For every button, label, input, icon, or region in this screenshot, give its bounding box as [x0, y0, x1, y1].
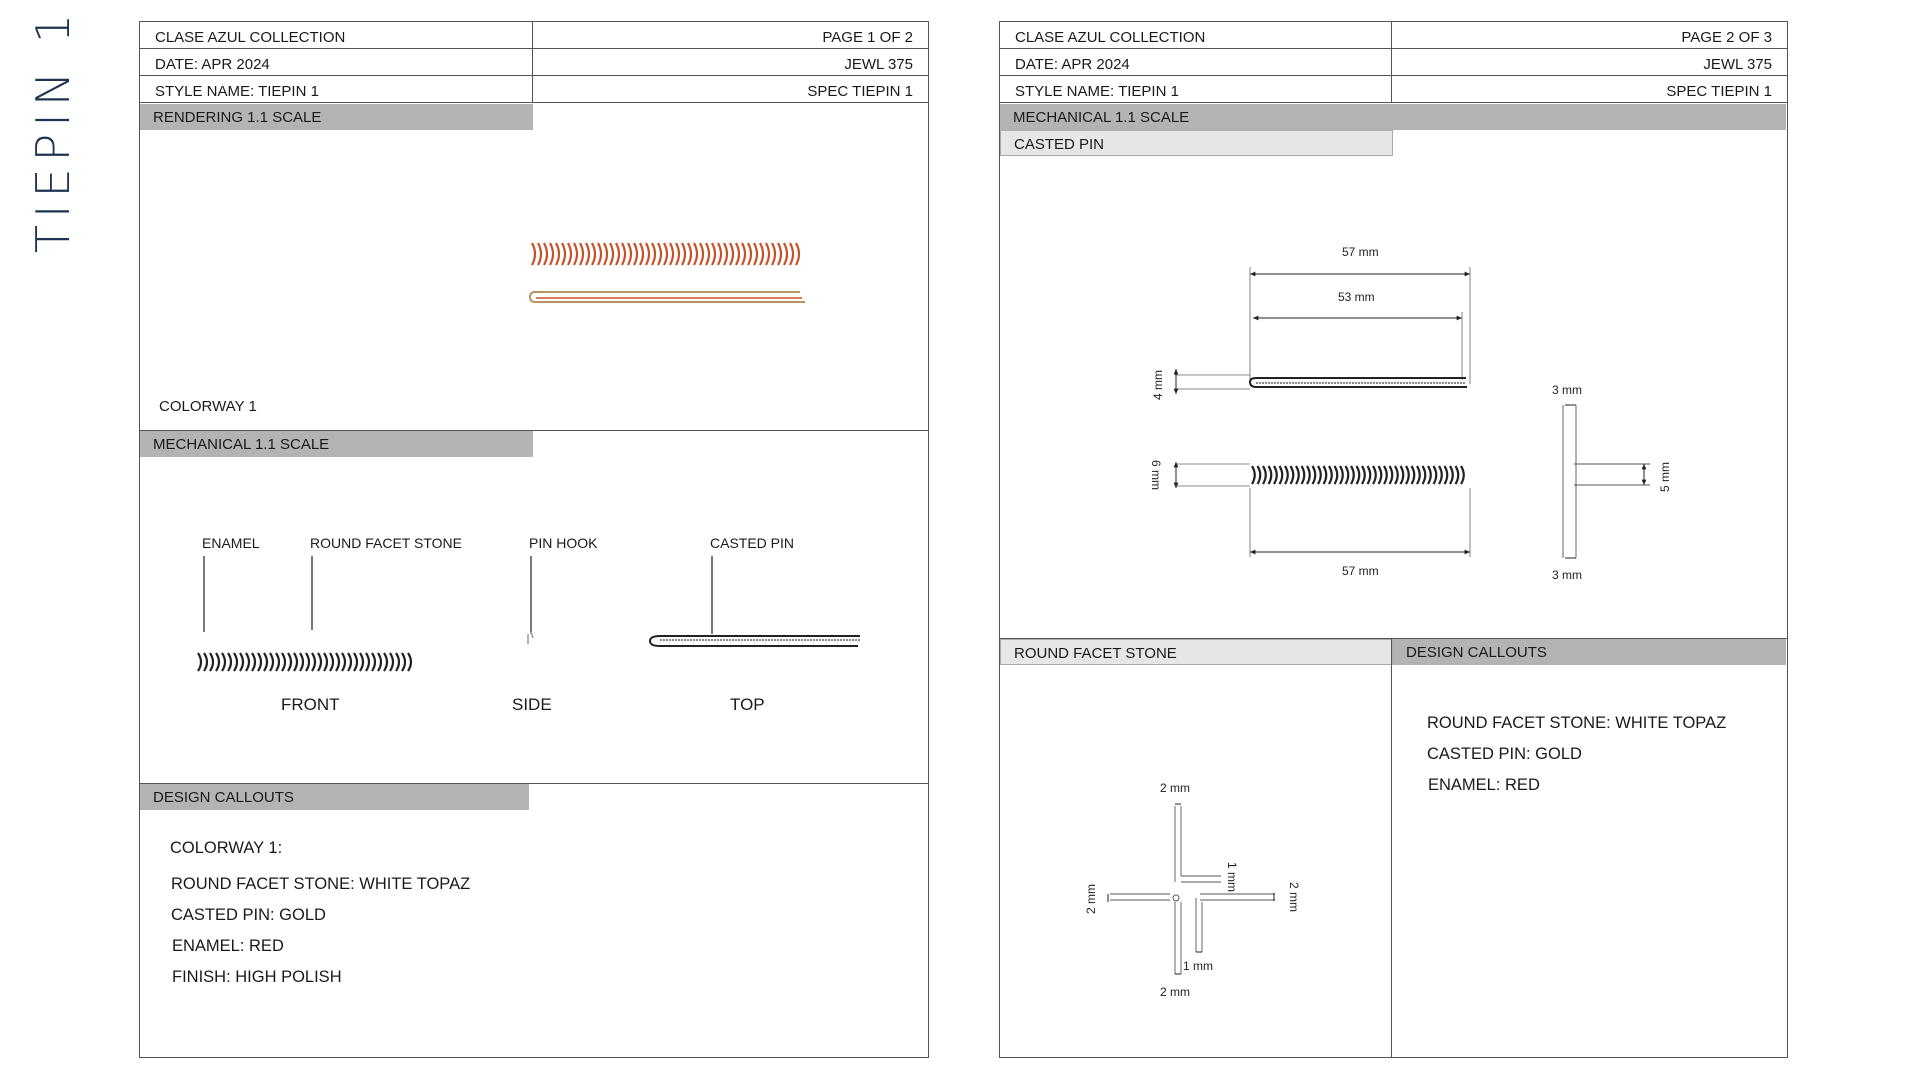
label-pin-hook: PIN HOOK [529, 535, 598, 551]
stone-dim-right: 2 mm [1287, 882, 1301, 912]
dim-side-height: 5 mm [1658, 462, 1672, 492]
label-round-facet-stone: ROUND FACET STONE [310, 535, 462, 551]
side-title [26, 6, 80, 254]
collection-name: CLASE AZUL COLLECTION [1015, 29, 1206, 46]
stone-center [1173, 895, 1179, 901]
callouts-heading: COLORWAY 1: [170, 839, 283, 857]
header-row-date [1000, 49, 1787, 76]
mechanical-band: MECHANICAL 1.1 SCALE [140, 431, 533, 457]
dim-side-bottom: 3 mm [1552, 568, 1582, 582]
view-label-top: TOP [730, 695, 765, 714]
label-enamel: ENAMEL [202, 535, 260, 551]
collection-name: CLASE AZUL COLLECTION [155, 29, 346, 46]
callouts-band: DESIGN CALLOUTS [1393, 639, 1786, 665]
header-row-style [140, 76, 928, 103]
style-name: STYLE NAME: TIEPIN 1 [1015, 83, 1179, 100]
date-label: DATE: APR 2024 [155, 56, 270, 73]
label-casted-pin: CASTED PIN [710, 535, 795, 551]
spec-page-1 [139, 21, 929, 1058]
dim-overall: 57 mm [1342, 245, 1379, 259]
dim-inner: 53 mm [1338, 290, 1375, 304]
casted-pin-dimension-drawing [1000, 162, 1789, 582]
header-divider [1391, 22, 1392, 103]
spec-page-2 [999, 21, 1788, 1058]
dim-side-top: 3 mm [1552, 383, 1582, 397]
callouts-band: DESIGN CALLOUTS [140, 784, 529, 810]
casted-pin-band: CASTED PIN [1000, 130, 1393, 156]
dim-front-length: 57 mm [1342, 564, 1379, 578]
stone-band: ROUND FACET STONE [1000, 639, 1393, 665]
view-label-side: SIDE [512, 695, 552, 714]
header-divider [532, 22, 533, 103]
rendered-side-pin [530, 292, 805, 302]
callout-pin: CASTED PIN: GOLD [1427, 745, 1582, 763]
dim-height: 4 mm [1151, 370, 1165, 400]
stone-dim-bottom: 2 mm [1160, 985, 1190, 999]
view-label-front: FRONT [281, 695, 340, 714]
stone-dim-right-small: 1 mm [1225, 862, 1239, 892]
mechanical-drawing-page1 [140, 552, 930, 662]
stone-dim-top: 2 mm [1160, 781, 1190, 795]
callout-stone: ROUND FACET STONE: WHITE TOPAZ [1427, 714, 1727, 732]
page-number: PAGE 1 OF 2 [822, 29, 913, 46]
rendering-band: RENDERING 1.1 SCALE [140, 104, 533, 130]
stone-dim-bottom-small: 1 mm [1183, 959, 1213, 973]
pin-front-view [1252, 466, 1464, 484]
header-row-collection [140, 22, 928, 49]
front-view-drawing [198, 653, 411, 671]
stone-dim-left: 2 mm [1084, 884, 1098, 914]
top-view-drawing [650, 636, 860, 646]
style-name: STYLE NAME: TIEPIN 1 [155, 83, 319, 100]
page-number: PAGE 2 OF 3 [1681, 29, 1772, 46]
callout-enamel: ENAMEL: RED [1428, 776, 1540, 794]
jewel-code: JEWL 375 [1703, 56, 1772, 73]
tiepin-rendering [380, 212, 680, 332]
callout-finish: FINISH: HIGH POLISH [172, 968, 342, 986]
pin-end-view [1552, 383, 1672, 582]
spec-name: SPEC TIEPIN 1 [1666, 83, 1772, 100]
header-row-date [140, 49, 928, 76]
round-facet-stone-drawing [1000, 662, 1390, 1042]
colorway-label: COLORWAY 1 [159, 398, 257, 415]
callout-enamel: ENAMEL: RED [172, 937, 284, 955]
mechanical-band: MECHANICAL 1.1 SCALE [1000, 104, 1786, 130]
callout-stone: ROUND FACET STONE: WHITE TOPAZ [171, 875, 471, 893]
header-row-style [1000, 76, 1787, 103]
side-title-text: TIEPIN 1 [26, 6, 80, 254]
jewel-code: JEWL 375 [844, 56, 913, 73]
date-label: DATE: APR 2024 [1015, 56, 1130, 73]
callout-pin: CASTED PIN: GOLD [171, 906, 326, 924]
rendered-front-enamel [532, 243, 799, 265]
dim-front-height: 6 mm [1149, 460, 1163, 490]
spec-name: SPEC TIEPIN 1 [807, 83, 913, 100]
header-row-collection [1000, 22, 1787, 49]
column-divider [1391, 638, 1392, 1058]
